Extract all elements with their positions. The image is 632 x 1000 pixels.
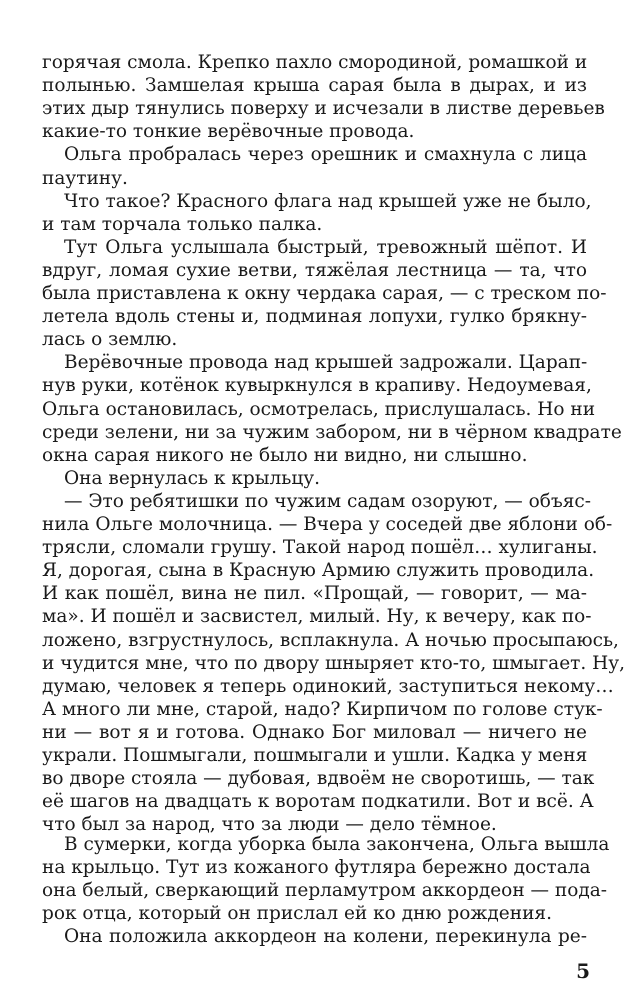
- text-line: во дворе стояла — дубовая, вдвоём не своротишь, — так: [42, 768, 595, 790]
- text-line: рок отца, который он прислал ей ко дню рождения.: [42, 903, 552, 924]
- text-line: что был за народ, что за люди — дело тёмное.: [42, 814, 497, 836]
- text-line: украли. Пошмыгали, пошмыгали и ушли. Кадка у меня: [42, 745, 588, 766]
- text-line: лась о землю.: [42, 329, 178, 351]
- text-line: А много ли мне, старой, надо? Кирпичом по голове стук-: [42, 698, 603, 720]
- text-line: Тут Ольга услышала быстрый, тревожный шёпот. И: [64, 236, 587, 258]
- text-line: Ольга остановилась, осмотрелась, прислушалась. Но ни: [42, 398, 596, 420]
- text-line: её шагов на двадцать к воротам подкатили. Вот и всё. А: [42, 791, 594, 813]
- text-line: она белый, сверкающий перламутром аккордеон — пода-: [42, 880, 608, 901]
- text-line: этих дыр тянулись поверху и исчезали в листве деревьев: [42, 98, 605, 120]
- text-line: окна сарая никого не было ни видно, ни слышно.: [42, 444, 528, 466]
- text-line: паутину.: [42, 167, 128, 189]
- text-line: В сумерки, когда уборка была закончена, Ольга вышла: [64, 834, 610, 855]
- text-line: Она вернулась к крыльцу.: [64, 467, 320, 489]
- text-line: Ольга пробралась через орешник и смахнула с лица: [64, 144, 587, 166]
- text-line: Что такое? Красного флага над крышей уже не было,: [64, 190, 592, 212]
- text-line: вдруг, ломая сухие ветви, тяжёлая лестница — та, что: [42, 259, 587, 281]
- text-line: нув руки, котёнок кувыркнулся в крапиву. Недоумевая,: [42, 375, 592, 397]
- page-number: 5: [576, 959, 590, 983]
- text-line: была приставлена к окну чердака сарая, — с треском по-: [42, 283, 607, 304]
- text-line: трясли, сломали грушу. Такой народ пошёл… хулиганы.: [42, 537, 598, 559]
- text-line: ни — вот я и готова. Однако Бог миловал — ничего не: [42, 721, 587, 743]
- text-line: Верёвочные провода над крышей задрожали. Царап-: [64, 352, 588, 374]
- text-line: ложено, взгрустнулось, всплакнула. А ночью просыпаюсь,: [42, 629, 619, 651]
- text-line: и чудится мне, что по двору шныряет кто-то, шмыгает. Ну,: [42, 652, 626, 674]
- text-line: полынью. Замшелая крыша сарая была в дырах, и из: [42, 75, 587, 97]
- text-line: думаю, человек я теперь одинокий, заступиться некому…: [42, 675, 614, 697]
- text-line: какие-то тонкие верёвочные провода.: [42, 121, 415, 143]
- text-line: и там торчала только палка.: [42, 213, 323, 235]
- text-line: Я, дорогая, сына в Красную Армию служить проводила.: [42, 560, 595, 582]
- text-line: горячая смола. Крепко пахло смородиной, ромашкой и: [42, 52, 588, 73]
- text-line: ма». И пошёл и засвистел, милый. Ну, к вечеру, как по-: [42, 606, 592, 628]
- text-line: — Это ребятишки по чужим садам озоруют, — объяс-: [64, 490, 591, 512]
- text-line: И как пошёл, вина не пил. «Прощай, — говорит, — ма-: [42, 583, 587, 605]
- text-line: летела вдоль стены и, подминая лопухи, гулко брякну-: [42, 306, 587, 328]
- text-line: Она положила аккордеон на колени, перекинула ре-: [64, 926, 587, 947]
- text-line: на крыльцо. Тут из кожаного футляра бережно достала: [42, 857, 591, 878]
- text-line: нила Ольге молочница. — Вчера у соседей две яблони об-: [42, 514, 613, 535]
- text-line: среди зелени, ни за чужим забором, ни в чёрном квадрате: [42, 421, 622, 443]
